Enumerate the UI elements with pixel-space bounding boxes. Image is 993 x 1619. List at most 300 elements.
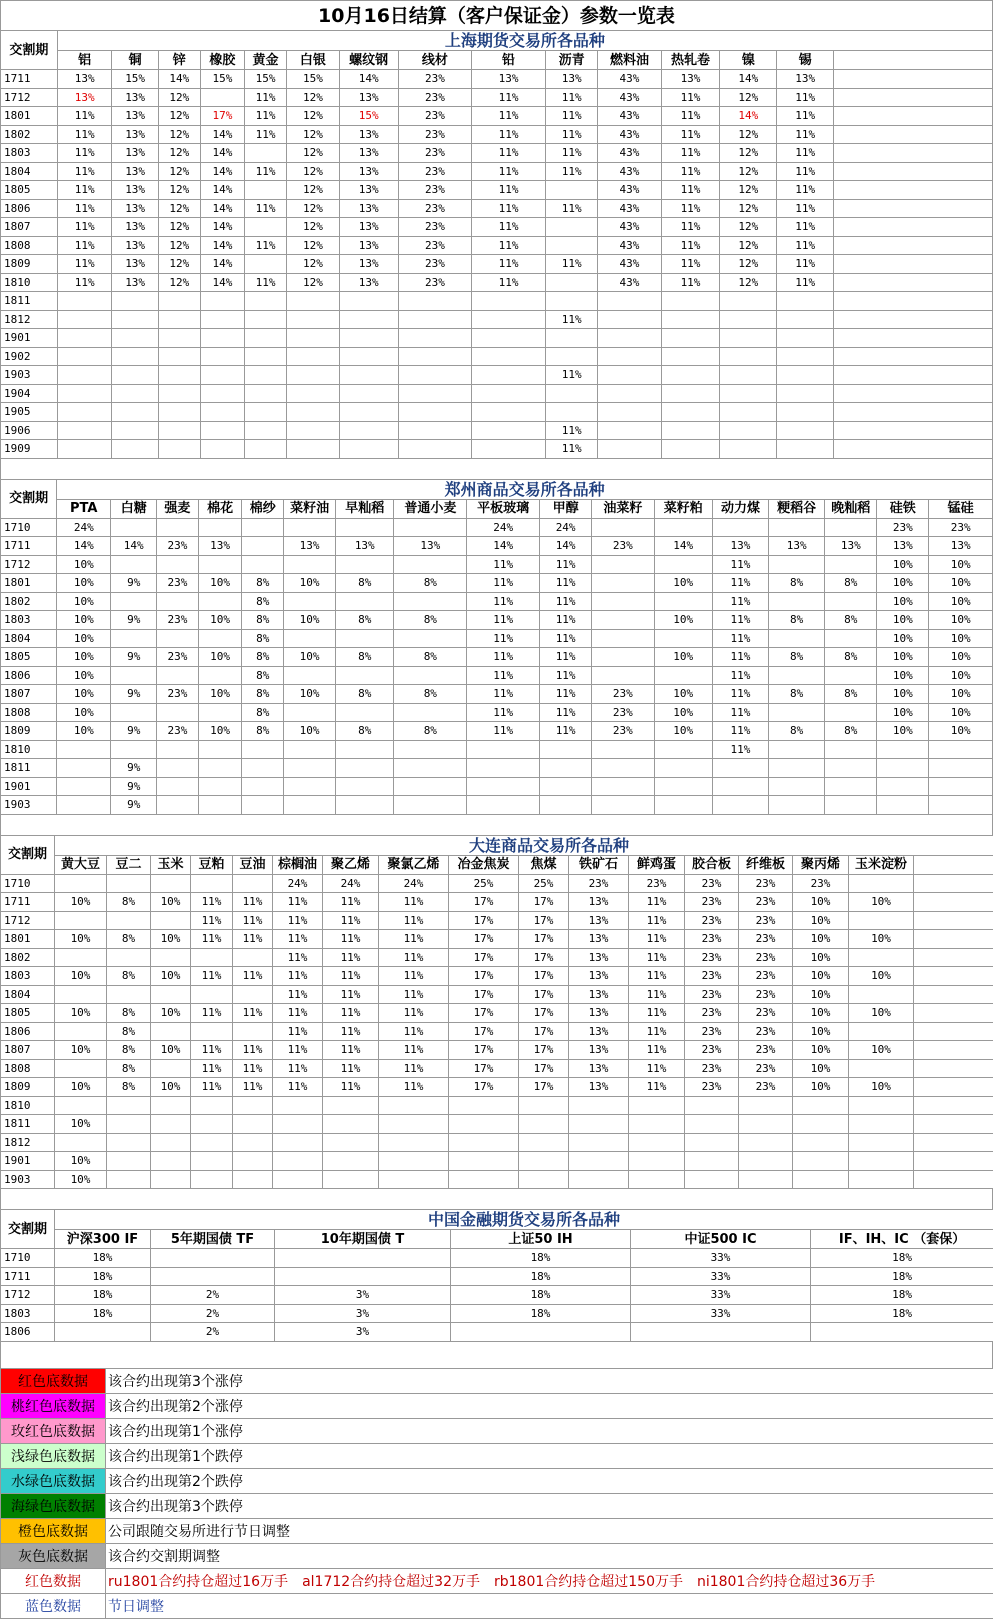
margin-cell bbox=[394, 666, 467, 685]
margin-cell: 10% bbox=[55, 1041, 107, 1060]
margin-cell bbox=[720, 329, 777, 348]
margin-cell bbox=[339, 421, 398, 440]
column-header: 锰硅 bbox=[929, 499, 993, 518]
column-header: 铜 bbox=[112, 51, 158, 70]
margin-cell bbox=[275, 1249, 451, 1268]
table-row bbox=[1, 144, 993, 163]
margin-cell: 11% bbox=[467, 703, 540, 722]
margin-cell: 10% bbox=[654, 648, 712, 667]
margin-cell bbox=[467, 796, 540, 815]
margin-cell: 11% bbox=[629, 930, 685, 949]
margin-cell: 17% bbox=[519, 1041, 569, 1060]
margin-cell bbox=[769, 777, 825, 796]
margin-cell: 10% bbox=[198, 685, 242, 704]
margin-cell: 11% bbox=[379, 1004, 449, 1023]
margin-cell bbox=[394, 777, 467, 796]
table-row bbox=[1, 1115, 993, 1134]
margin-cell bbox=[275, 1267, 451, 1286]
margin-cell: 11% bbox=[661, 107, 720, 126]
margin-cell: 11% bbox=[379, 1041, 449, 1060]
margin-cell bbox=[739, 1133, 793, 1152]
margin-cell: 10% bbox=[198, 611, 242, 630]
margin-cell bbox=[157, 777, 199, 796]
margin-cell: 11% bbox=[273, 930, 323, 949]
margin-cell: 18% bbox=[55, 1286, 151, 1305]
margin-cell: 14% bbox=[540, 537, 592, 556]
margin-cell bbox=[654, 796, 712, 815]
margin-cell bbox=[191, 874, 233, 893]
margin-cell bbox=[284, 740, 336, 759]
margin-cell bbox=[151, 1115, 191, 1134]
margin-cell bbox=[569, 1152, 629, 1171]
margin-cell bbox=[284, 759, 336, 778]
margin-cell bbox=[540, 740, 592, 759]
section-spacer bbox=[0, 1189, 993, 1209]
column-header: 豆粕 bbox=[191, 855, 233, 874]
margin-cell: 23% bbox=[739, 911, 793, 930]
margin-cell: 43% bbox=[598, 125, 661, 144]
margin-cell: 23% bbox=[398, 70, 472, 89]
margin-cell: 2% bbox=[151, 1323, 275, 1342]
margin-cell: 11% bbox=[777, 107, 834, 126]
margin-cell: 23% bbox=[592, 537, 654, 556]
column-header: 锌 bbox=[158, 51, 200, 70]
delivery-period: 1901 bbox=[1, 777, 57, 796]
delivery-period: 1806 bbox=[1, 1323, 55, 1342]
margin-cell: 10% bbox=[284, 722, 336, 741]
margin-cell: 10% bbox=[57, 592, 111, 611]
margin-cell: 23% bbox=[739, 948, 793, 967]
table-row bbox=[1, 740, 993, 759]
margin-cell bbox=[394, 629, 467, 648]
margin-cell: 43% bbox=[598, 144, 661, 163]
margin-cell bbox=[598, 421, 661, 440]
margin-cell bbox=[849, 1133, 914, 1152]
margin-cell: 10% bbox=[57, 574, 111, 593]
margin-cell bbox=[849, 1096, 914, 1115]
margin-cell: 11% bbox=[323, 1022, 379, 1041]
margin-cell: 11% bbox=[777, 144, 834, 163]
row-filler bbox=[914, 967, 993, 986]
margin-cell bbox=[592, 740, 654, 759]
margin-cell bbox=[629, 1115, 685, 1134]
margin-cell: 14% bbox=[57, 537, 111, 556]
row-filler bbox=[834, 440, 993, 459]
margin-cell bbox=[323, 1152, 379, 1171]
margin-cell: 11% bbox=[472, 144, 546, 163]
margin-cell: 11% bbox=[379, 1078, 449, 1097]
margin-cell bbox=[245, 292, 287, 311]
margin-cell: 11% bbox=[467, 555, 540, 574]
margin-cell bbox=[336, 629, 394, 648]
column-header: 沪深300 IF bbox=[55, 1230, 151, 1249]
margin-cell: 10% bbox=[793, 1022, 849, 1041]
delivery-period: 1805 bbox=[1, 648, 57, 667]
margin-cell: 11% bbox=[323, 1004, 379, 1023]
delivery-period: 1804 bbox=[1, 629, 57, 648]
margin-cell: 13% bbox=[569, 911, 629, 930]
margin-cell: 13% bbox=[472, 70, 546, 89]
margin-cell: 14% bbox=[111, 537, 157, 556]
page-title: 10月16日结算（客户保证金）参数一览表 bbox=[0, 0, 993, 30]
margin-cell: 10% bbox=[57, 555, 111, 574]
margin-cell: 11% bbox=[379, 1022, 449, 1041]
margin-cell bbox=[158, 366, 200, 385]
margin-cell: 11% bbox=[545, 107, 598, 126]
margin-cell: 11% bbox=[540, 648, 592, 667]
margin-cell bbox=[55, 985, 107, 1004]
margin-cell: 18% bbox=[811, 1304, 993, 1323]
margin-cell: 23% bbox=[685, 911, 739, 930]
margin-cell: 8% bbox=[825, 611, 877, 630]
margin-cell: 10% bbox=[793, 985, 849, 1004]
margin-cell: 23% bbox=[685, 1022, 739, 1041]
margin-cell: 8% bbox=[769, 648, 825, 667]
margin-cell: 13% bbox=[57, 70, 112, 89]
margin-cell: 25% bbox=[519, 874, 569, 893]
margin-cell bbox=[472, 440, 546, 459]
row-filler bbox=[834, 181, 993, 200]
column-header: 橡胶 bbox=[200, 51, 244, 70]
margin-cell bbox=[825, 666, 877, 685]
margin-cell: 14% bbox=[200, 218, 244, 237]
margin-cell: 10% bbox=[877, 574, 929, 593]
column-header: 聚乙烯 bbox=[323, 855, 379, 874]
margin-cell: 10% bbox=[793, 893, 849, 912]
margin-cell: 13% bbox=[569, 1041, 629, 1060]
margin-cell bbox=[111, 555, 157, 574]
margin-cell: 43% bbox=[598, 236, 661, 255]
margin-cell bbox=[769, 518, 825, 537]
margin-cell bbox=[849, 1022, 914, 1041]
margin-cell: 10% bbox=[877, 629, 929, 648]
margin-cell: 11% bbox=[545, 199, 598, 218]
margin-cell: 17% bbox=[449, 930, 519, 949]
margin-cell bbox=[877, 777, 929, 796]
delivery-period: 1712 bbox=[1, 1286, 55, 1305]
margin-cell bbox=[398, 329, 472, 348]
margin-cell: 17% bbox=[449, 1059, 519, 1078]
margin-cell bbox=[398, 421, 472, 440]
margin-cell bbox=[55, 1022, 107, 1041]
section-spacer bbox=[0, 815, 993, 835]
table-row bbox=[1, 930, 993, 949]
delivery-period: 1807 bbox=[1, 218, 58, 237]
margin-cell bbox=[592, 518, 654, 537]
table-row bbox=[1, 403, 993, 422]
margin-cell: 13% bbox=[545, 70, 598, 89]
margin-cell bbox=[825, 518, 877, 537]
margin-cell: 10% bbox=[654, 611, 712, 630]
margin-cell bbox=[339, 366, 398, 385]
margin-cell bbox=[191, 1096, 233, 1115]
margin-cell: 23% bbox=[398, 162, 472, 181]
column-header: 上证50 IH bbox=[451, 1230, 631, 1249]
margin-cell: 11% bbox=[629, 1041, 685, 1060]
margin-cell: 10% bbox=[849, 1078, 914, 1097]
margin-cell bbox=[661, 421, 720, 440]
margin-cell: 2% bbox=[151, 1304, 275, 1323]
legend-swatch-label: 红色底数据 bbox=[1, 1368, 106, 1393]
corner-label: 交割期 bbox=[1, 479, 57, 518]
margin-cell: 10% bbox=[877, 648, 929, 667]
margin-cell: 10% bbox=[55, 1152, 107, 1171]
margin-cell bbox=[157, 796, 199, 815]
margin-cell: 10% bbox=[877, 722, 929, 741]
legend-description: 该合约出现第2个涨停 bbox=[106, 1393, 993, 1418]
margin-cell: 15% bbox=[339, 107, 398, 126]
column-header: 冶金焦炭 bbox=[449, 855, 519, 874]
margin-cell bbox=[287, 440, 340, 459]
margin-cell: 43% bbox=[598, 255, 661, 274]
margin-cell: 13% bbox=[569, 1004, 629, 1023]
margin-cell: 12% bbox=[287, 255, 340, 274]
margin-cell bbox=[57, 440, 112, 459]
margin-cell: 11% bbox=[712, 611, 768, 630]
table-row bbox=[1, 366, 993, 385]
margin-cell: 43% bbox=[598, 181, 661, 200]
margin-cell: 24% bbox=[540, 518, 592, 537]
margin-cell bbox=[107, 1133, 151, 1152]
table-row bbox=[1, 1041, 993, 1060]
margin-cell bbox=[57, 777, 111, 796]
margin-cell: 13% bbox=[569, 967, 629, 986]
delivery-period: 1808 bbox=[1, 1059, 55, 1078]
margin-cell: 23% bbox=[157, 537, 199, 556]
column-header: 镍 bbox=[720, 51, 777, 70]
margin-cell bbox=[57, 366, 112, 385]
margin-cell: 11% bbox=[191, 1078, 233, 1097]
margin-cell bbox=[654, 518, 712, 537]
margin-cell: 8% bbox=[825, 648, 877, 667]
margin-cell: 11% bbox=[629, 1022, 685, 1041]
margin-cell bbox=[339, 347, 398, 366]
margin-cell bbox=[545, 329, 598, 348]
margin-cell bbox=[398, 384, 472, 403]
table-row bbox=[1, 440, 993, 459]
margin-cell: 11% bbox=[629, 1004, 685, 1023]
margin-cell bbox=[339, 384, 398, 403]
margin-cell: 11% bbox=[245, 273, 287, 292]
margin-cell bbox=[739, 1170, 793, 1189]
margin-cell: 11% bbox=[245, 125, 287, 144]
margin-cell bbox=[245, 255, 287, 274]
margin-cell bbox=[877, 796, 929, 815]
margin-cell bbox=[545, 384, 598, 403]
margin-cell bbox=[191, 1022, 233, 1041]
margin-cell: 3% bbox=[275, 1304, 451, 1323]
legend-description: 该合约出现第1个跌停 bbox=[106, 1443, 993, 1468]
margin-cell bbox=[111, 629, 157, 648]
margin-cell bbox=[720, 347, 777, 366]
margin-cell: 23% bbox=[739, 1004, 793, 1023]
margin-cell bbox=[200, 440, 244, 459]
margin-cell bbox=[200, 347, 244, 366]
margin-cell: 33% bbox=[631, 1304, 811, 1323]
margin-cell bbox=[769, 592, 825, 611]
margin-cell bbox=[592, 592, 654, 611]
column-header: 硅铁 bbox=[877, 499, 929, 518]
row-filler bbox=[914, 1022, 993, 1041]
margin-cell bbox=[191, 1115, 233, 1134]
delivery-period: 1903 bbox=[1, 366, 58, 385]
delivery-period: 1802 bbox=[1, 125, 58, 144]
margin-cell bbox=[111, 666, 157, 685]
delivery-period: 1909 bbox=[1, 440, 58, 459]
margin-cell: 17% bbox=[449, 1078, 519, 1097]
margin-cell: 3% bbox=[275, 1286, 451, 1305]
margin-cell: 17% bbox=[519, 1022, 569, 1041]
margin-cell bbox=[198, 555, 242, 574]
margin-cell bbox=[654, 666, 712, 685]
margin-cell: 11% bbox=[472, 88, 546, 107]
margin-cell: 12% bbox=[158, 181, 200, 200]
margin-cell: 23% bbox=[398, 218, 472, 237]
margin-cell bbox=[151, 1133, 191, 1152]
margin-cell bbox=[449, 1115, 519, 1134]
margin-cell: 12% bbox=[720, 199, 777, 218]
margin-cell bbox=[654, 592, 712, 611]
margin-cell: 12% bbox=[287, 144, 340, 163]
margin-cell bbox=[245, 218, 287, 237]
margin-cell: 12% bbox=[720, 162, 777, 181]
column-header: 铁矿石 bbox=[569, 855, 629, 874]
margin-cell bbox=[284, 555, 336, 574]
margin-cell: 8% bbox=[242, 722, 284, 741]
margin-cell: 11% bbox=[191, 911, 233, 930]
margin-cell: 13% bbox=[339, 199, 398, 218]
margin-cell bbox=[233, 1170, 273, 1189]
margin-cell bbox=[157, 759, 199, 778]
margin-cell bbox=[825, 796, 877, 815]
margin-cell: 23% bbox=[685, 1041, 739, 1060]
margin-cell bbox=[107, 985, 151, 1004]
margin-cell: 13% bbox=[661, 70, 720, 89]
margin-cell: 8% bbox=[769, 685, 825, 704]
table-row bbox=[1, 1286, 993, 1305]
margin-cell: 11% bbox=[540, 722, 592, 741]
row-filler bbox=[914, 1096, 993, 1115]
margin-cell bbox=[519, 1096, 569, 1115]
margin-cell: 11% bbox=[661, 144, 720, 163]
margin-cell: 10% bbox=[57, 703, 111, 722]
legend-row bbox=[1, 1393, 993, 1418]
margin-cell: 24% bbox=[57, 518, 111, 537]
column-header: 铅 bbox=[472, 51, 546, 70]
margin-cell: 10% bbox=[793, 967, 849, 986]
column-header: 10年期国债 T bbox=[275, 1230, 451, 1249]
delivery-period: 1805 bbox=[1, 1004, 55, 1023]
margin-cell bbox=[398, 366, 472, 385]
legend-description: 公司跟随交易所进行节日调整 bbox=[106, 1518, 993, 1543]
margin-cell: 11% bbox=[57, 181, 112, 200]
margin-cell: 13% bbox=[825, 537, 877, 556]
margin-cell bbox=[242, 537, 284, 556]
margin-cell: 11% bbox=[712, 740, 768, 759]
margin-cell: 10% bbox=[929, 703, 993, 722]
margin-cell bbox=[200, 421, 244, 440]
margin-cell: 11% bbox=[233, 930, 273, 949]
margin-cell: 11% bbox=[379, 930, 449, 949]
margin-cell: 10% bbox=[793, 930, 849, 949]
margin-cell: 10% bbox=[55, 1170, 107, 1189]
margin-cell bbox=[57, 403, 112, 422]
margin-cell: 24% bbox=[379, 874, 449, 893]
margin-cell: 11% bbox=[712, 703, 768, 722]
column-header: 中证500 IC bbox=[631, 1230, 811, 1249]
margin-cell: 11% bbox=[629, 948, 685, 967]
row-filler bbox=[834, 218, 993, 237]
margin-cell bbox=[336, 666, 394, 685]
table-row bbox=[1, 1078, 993, 1097]
margin-cell bbox=[793, 1115, 849, 1134]
margin-cell: 9% bbox=[111, 796, 157, 815]
margin-cell: 23% bbox=[739, 985, 793, 1004]
margin-cell bbox=[777, 310, 834, 329]
margin-cell bbox=[825, 703, 877, 722]
margin-cell: 11% bbox=[712, 592, 768, 611]
margin-cell: 11% bbox=[57, 125, 112, 144]
table-row bbox=[1, 1170, 993, 1189]
exchange-title: 上海期货交易所各品种 bbox=[57, 31, 992, 51]
row-filler bbox=[914, 874, 993, 893]
margin-cell bbox=[661, 310, 720, 329]
margin-cell bbox=[631, 1323, 811, 1342]
margin-cell: 11% bbox=[661, 255, 720, 274]
margin-cell bbox=[849, 985, 914, 1004]
margin-cell: 13% bbox=[112, 162, 158, 181]
margin-cell: 23% bbox=[685, 1059, 739, 1078]
margin-cell: 10% bbox=[929, 629, 993, 648]
table-row bbox=[1, 1152, 993, 1171]
margin-cell: 23% bbox=[739, 1078, 793, 1097]
margin-cell bbox=[245, 347, 287, 366]
margin-cell: 10% bbox=[284, 685, 336, 704]
margin-cell: 13% bbox=[569, 1022, 629, 1041]
margin-cell bbox=[287, 292, 340, 311]
margin-cell: 12% bbox=[287, 218, 340, 237]
column-header: 豆二 bbox=[107, 855, 151, 874]
margin-cell bbox=[112, 421, 158, 440]
margin-cell bbox=[598, 403, 661, 422]
table-row bbox=[1, 796, 993, 815]
row-filler bbox=[914, 1041, 993, 1060]
margin-cell bbox=[629, 1133, 685, 1152]
margin-cell: 8% bbox=[769, 722, 825, 741]
margin-cell: 11% bbox=[273, 1004, 323, 1023]
margin-cell: 23% bbox=[592, 703, 654, 722]
margin-cell: 23% bbox=[592, 722, 654, 741]
sections-container bbox=[0, 30, 993, 1368]
margin-cell bbox=[569, 1133, 629, 1152]
margin-cell bbox=[151, 911, 191, 930]
corner-label: 交割期 bbox=[1, 1210, 55, 1249]
margin-cell bbox=[629, 1170, 685, 1189]
margin-cell bbox=[151, 948, 191, 967]
margin-cell: 10% bbox=[57, 722, 111, 741]
margin-cell bbox=[654, 740, 712, 759]
margin-cell: 10% bbox=[55, 1004, 107, 1023]
column-header: 沥青 bbox=[545, 51, 598, 70]
margin-cell bbox=[394, 740, 467, 759]
margin-cell bbox=[777, 440, 834, 459]
margin-cell bbox=[592, 648, 654, 667]
margin-cell: 11% bbox=[467, 648, 540, 667]
delivery-period: 1710 bbox=[1, 874, 55, 893]
margin-cell: 13% bbox=[112, 181, 158, 200]
margin-cell: 11% bbox=[777, 218, 834, 237]
margin-cell: 10% bbox=[929, 611, 993, 630]
